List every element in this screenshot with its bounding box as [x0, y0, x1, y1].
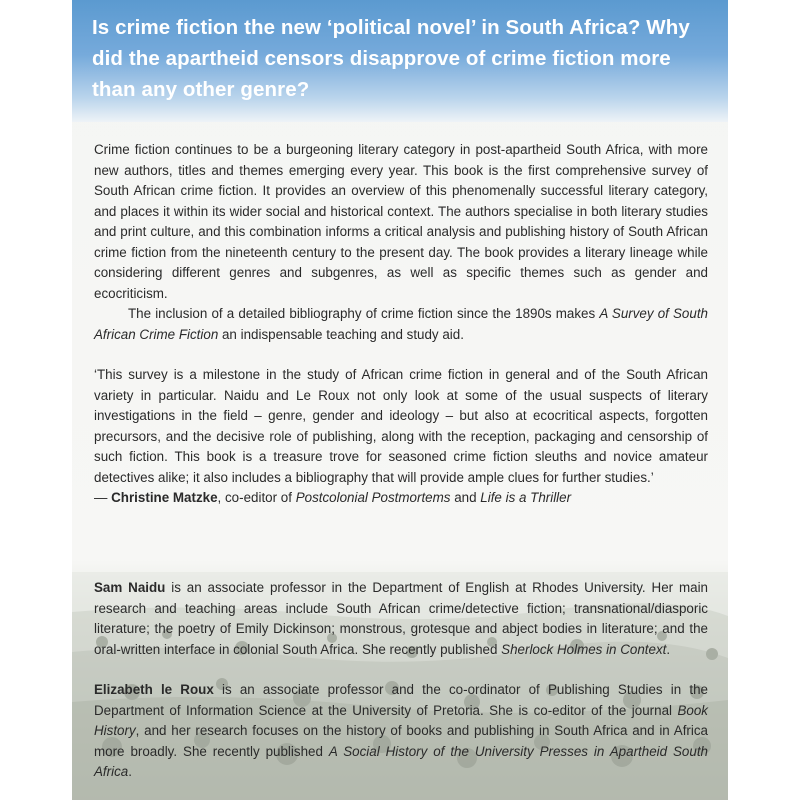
description-block — [94, 140, 708, 509]
endorsement-quote — [94, 365, 708, 509]
author-bio-2 — [94, 680, 708, 783]
author-bio-1 — [94, 578, 708, 660]
bio-end-2: . — [128, 764, 132, 779]
book-back-cover — [72, 0, 728, 800]
endorser-book-2: Life is a Thriller — [480, 490, 572, 505]
bio-body-2: is an associate professor and the co-ordinator of Publishing Studies in the Department of Information Science at the University of Pretoria. She is co-editor of the journal — [94, 682, 708, 718]
bio-body-1: is an associate professor in the Department of English at Rhodes University. Her main research and teaching areas include South African crime/detective fiction; transnational/diasporic literature; the poetry of Emily Dickinson; monstrous, grotesque and abject bodies in literature; and the oral-written interface in colonial South Africa. She recently published — [94, 580, 708, 657]
attribution-dash: — — [94, 490, 112, 505]
endorser-book-1: Postcolonial Postmortems — [295, 490, 451, 505]
blurb-paragraph-1: Crime fiction continues to be a burgeoning literary category in post-apartheid South Africa, with more new authors, titles and themes emerging every year. This book is the first comprehensive survey of South African crime fiction. It provides an overview of this phenomenally successful literary category, and places it within its wider social and historical context. The authors specialise in both literary studies and print culture, and this combination informs a critical analysis and publishing history of South African crime fiction from the nineteenth century to the present day. The book provides a literary lineage while considering different genres and subgenres, as well as specific themes such as gender and ecocriticism. — [94, 142, 708, 301]
book-title: A Survey of South African Crime Fiction — [94, 306, 708, 342]
endorser-role: , co-editor of — [217, 490, 296, 505]
author-name-2: Elizabeth le Roux — [94, 682, 214, 697]
attribution-and: and — [450, 490, 481, 505]
author-bios — [94, 578, 708, 783]
quote-text: ‘This survey is a milestone in the study of African crime fiction in general and of the South African variety in particular. Naidu and Le Roux not only look at some of the usual suspects of literary investigations in the field – genre, gender and ideology – but also at ecocritical aspects, forgotten precursors, and the decisive role of publishing, along with the reception, packaging and censorship of such fiction. This book is a treasure trove for seasoned crime fiction sleuths and novice amateur detectives alike; it also includes a bibliography that will provide ample clues for further studies.’ — [94, 367, 708, 485]
author-name-1: Sam Naidu — [94, 580, 166, 595]
header-question: Is crime fiction the new ‘political novel’ in South Africa? Why did the apartheid censors disapprove of crime fiction more than any other genre? — [92, 16, 690, 101]
header-banner — [72, 0, 728, 122]
bio-book-2: A Social History of the University Presses in Apartheid South Africa — [94, 743, 708, 779]
bio-text-1 — [94, 578, 708, 660]
bio-book-1: Sherlock Holmes in Context — [501, 641, 667, 657]
bio-text-2 — [94, 680, 708, 783]
blurb-p2-end: an indispensable teaching and study aid. — [218, 326, 464, 342]
blurb-paragraph-2 — [94, 304, 708, 345]
blurb-p2-start: The inclusion of a detailed bibliography of crime fiction since the 1890s makes — [128, 306, 600, 321]
quote-attribution — [94, 488, 708, 509]
bio-body-2b: , and her research focuses on the history of books and publishing in South Africa and in Africa more broadly. She recently published — [94, 723, 708, 759]
bio-journal-2: Book History — [94, 702, 708, 738]
blurb — [94, 140, 708, 345]
bio-end-1: . — [666, 641, 671, 657]
endorser-name: Christine Matzke — [111, 490, 218, 505]
